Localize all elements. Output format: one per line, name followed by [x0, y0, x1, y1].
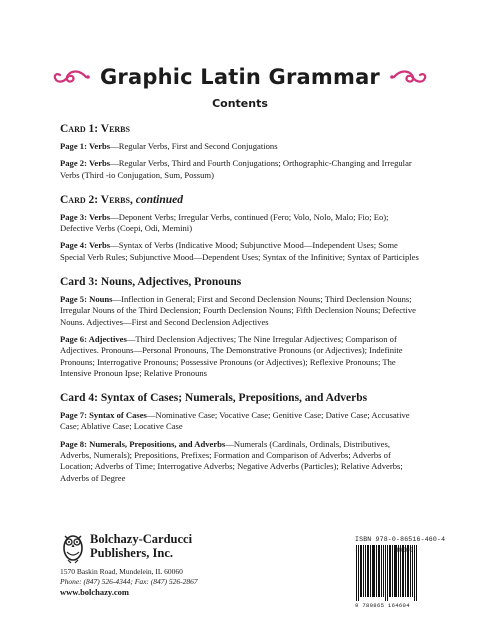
owl-logo-icon	[60, 528, 86, 564]
card-2-heading: Card 2: Verbs, continued	[60, 193, 184, 206]
title-row	[0, 60, 480, 94]
card-2-page-4-entry: Page 4: Verbs—Syntax of Verbs (Indicative Mood; Subjunctive Mood—Independent Uses; Some Special Verb Rules; Subjunctive Mood—Dependent Uses; Syntax of the Infinitive; Syntax of Participles	[60, 240, 419, 262]
isbn-text: ISBN 978-0-86516-460-4	[355, 536, 446, 543]
card-1-page-1-entry: Page 1: Verbs—Regular Verbs, First and Second Conjugations	[60, 141, 278, 151]
publisher-name-line-2: Publishers, Inc.	[90, 546, 174, 560]
card-2-page-3-entry: Page 3: Verbs—Deponent Verbs; Irregular Verbs, continued (Fero; Volo, Nolo, Malo; Fio; Eo); Defective Verbs (Coepi, Odi, Memini)	[60, 211, 389, 234]
publisher-name-line-1: Bolchazy-Carducci	[90, 532, 193, 546]
card-4-page-7-entry: Page 7: Syntax of Cases—Nominative Case; Vocative Case; Genitive Case; Dative Case; Accusative Case; Ablative Case; Locative Case	[60, 410, 410, 432]
ean-digits: 9 780865 164604	[355, 602, 410, 609]
contents-heading: Contents	[212, 97, 268, 110]
right-flourish-icon	[390, 68, 428, 86]
publisher-logo-row	[60, 528, 260, 564]
card-1-heading: Card 1: Verbs	[60, 123, 130, 135]
card-1-page-2-entry: Page 2: Verbs—Regular Verbs, Third and Fourth Conjugations; Orthographic-Changing and Irregular Verbs (Third -io Conjugation, Sum, Possum)	[60, 158, 412, 180]
card-4-heading: Card 4: Syntax of Cases; Numerals, Prepositions, and Adverbs	[60, 392, 368, 405]
card-3-heading: Card 3: Nouns, Adjectives, Pronouns	[60, 276, 242, 289]
card-3-page-5-entry: Page 5: Nouns—Inflection in General; First and Second Declension Nouns; Third Declension Nouns; Irregular Nouns of the Third Declension; Fourth Declension Nouns; Fifth Declension Nouns; Defective Nouns. Adjectives—First and Second Declension Adjectives	[60, 294, 416, 327]
card-4-page-8-entry: Page 8: Numerals, Prepositions, and Adverbs—Numerals (Cardinals, Ordinals, Distributives, Adverbs, Numerals); Prepositions, Prefixes; Formation and Comparison of Adverbs; Adverbs of Location; Adverbs of Time; Interrogative Adverbs; Negative Adverbs (Particles); Relative Adverbs; Adverbs of Degree	[60, 438, 403, 483]
left-flourish-icon	[52, 68, 90, 86]
price-code: 90000	[395, 547, 414, 554]
barcode-block	[355, 536, 446, 609]
table-of-contents	[60, 122, 420, 490]
publisher-block	[60, 528, 260, 597]
publisher-address: 1570 Baskin Road, Mundelein, IL 60060	[60, 567, 183, 576]
page-title: Graphic Latin Grammar	[99, 65, 380, 89]
card-3-page-6-entry: Page 6: Adjectives—Third Declension Adjectives; The Nine Irregular Adjectives; Comparison of Adjectives. Pronouns—Personal Pronouns, The Demonstrative Pronouns (or Adjectives); Indefinite Pronouns; Interrogative Pronouns; Possessive Pronouns (or Adjectives); Reflexive Pronouns; The Intensive Pronoun Ipse; Relative Pronouns	[60, 333, 403, 378]
publisher-phone: Phone: (847) 526-4344; Fax: (847) 526-2867	[60, 576, 198, 586]
publisher-website-link[interactable]: www.bolchazy.com	[60, 587, 129, 597]
